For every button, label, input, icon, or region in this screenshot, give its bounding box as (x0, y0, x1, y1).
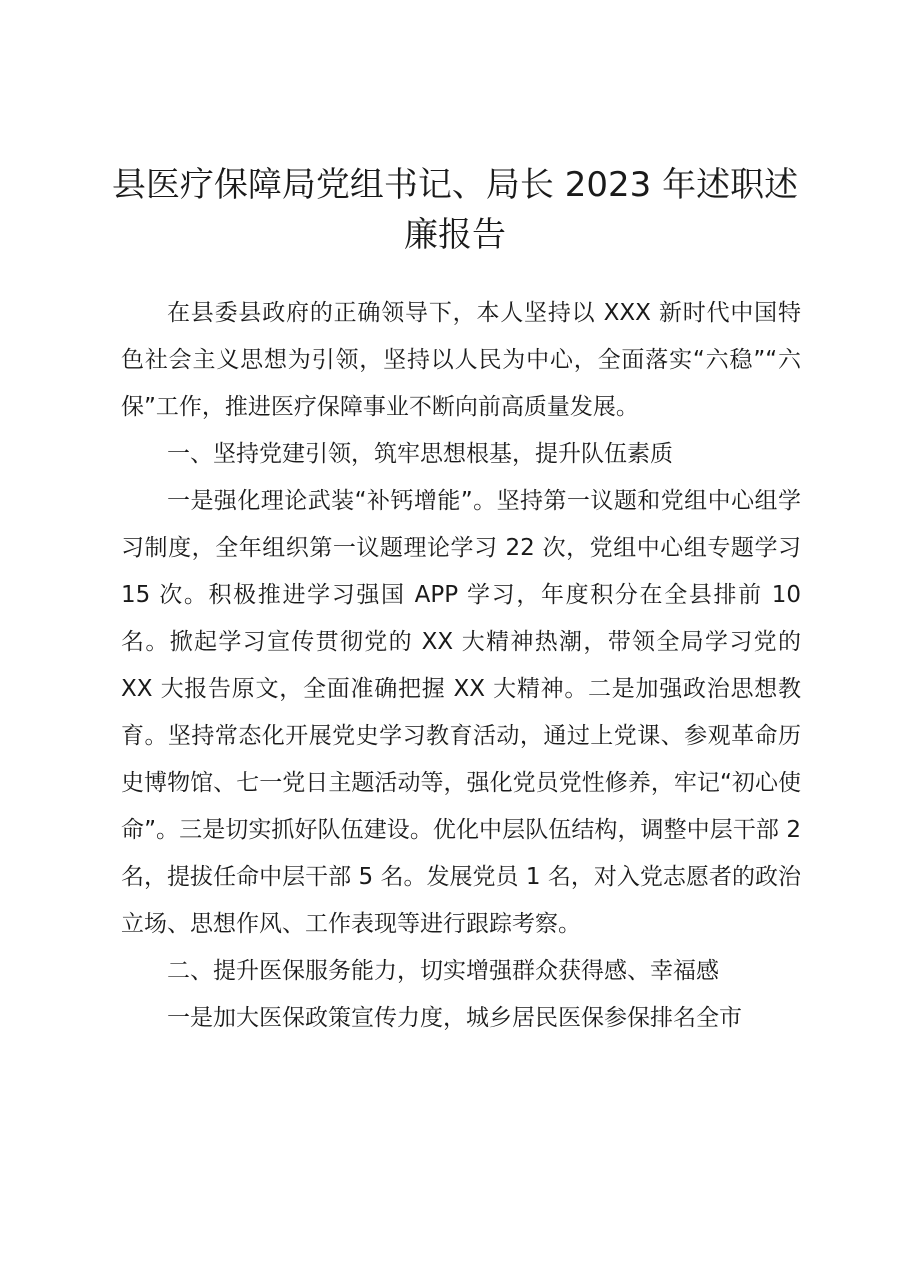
section-2-paragraph: 一是加大医保政策宣传力度，城乡居民医保参保排名全市 (167, 1005, 742, 1031)
title-line-1: 县医疗保障局党组书记、局长 2023 年述职述 (111, 165, 799, 205)
section-heading-2: 二、提升医保服务能力，切实增强群众获得感、幸福感 (167, 958, 719, 984)
document-title (110, 160, 800, 260)
document-body (121, 290, 801, 1042)
section-1-paragraph: 一是强化理论武装“补钙增能”。坚持第一议题和党组中心组学习制度，全年组织第一议题理论学习 22 次，党组中心组专题学习 15 次。积极推进学习强国 APP 学习，年度积分在全县排前 10 名。掀起学习宣传贯彻党的 XX 大精神热潮，带领全局学习党的 XX 大报告原文，全面准确把握 XX 大精神。二是加强政治思想教育。坚持常态化开展党史学习教育活动，通过上党课、参观革命历史博物馆、七一党日主题活动等，强化党员党性修养，牢记“初心使命”。三是切实抓好队伍建设。优化中层队伍结构，调整中层干部 2 名，提拔任命中层干部 5 名。发展党员 1 名，对入党志愿者的政治立场、思想作风、工作表现等进行跟踪考察。 (121, 488, 801, 937)
section-heading-1: 一、坚持党建引领，筑牢思想根基，提升队伍素质 (167, 441, 673, 467)
title-line-2: 廉报告 (404, 215, 506, 255)
intro-paragraph: 在县委县政府的正确领导下，本人坚持以 XXX 新时代中国特色社会主义思想为引领，坚持以人民为中心，全面落实“六稳”“六保”工作，推进医疗保障事业不断向前高质量发展。 (121, 300, 801, 420)
